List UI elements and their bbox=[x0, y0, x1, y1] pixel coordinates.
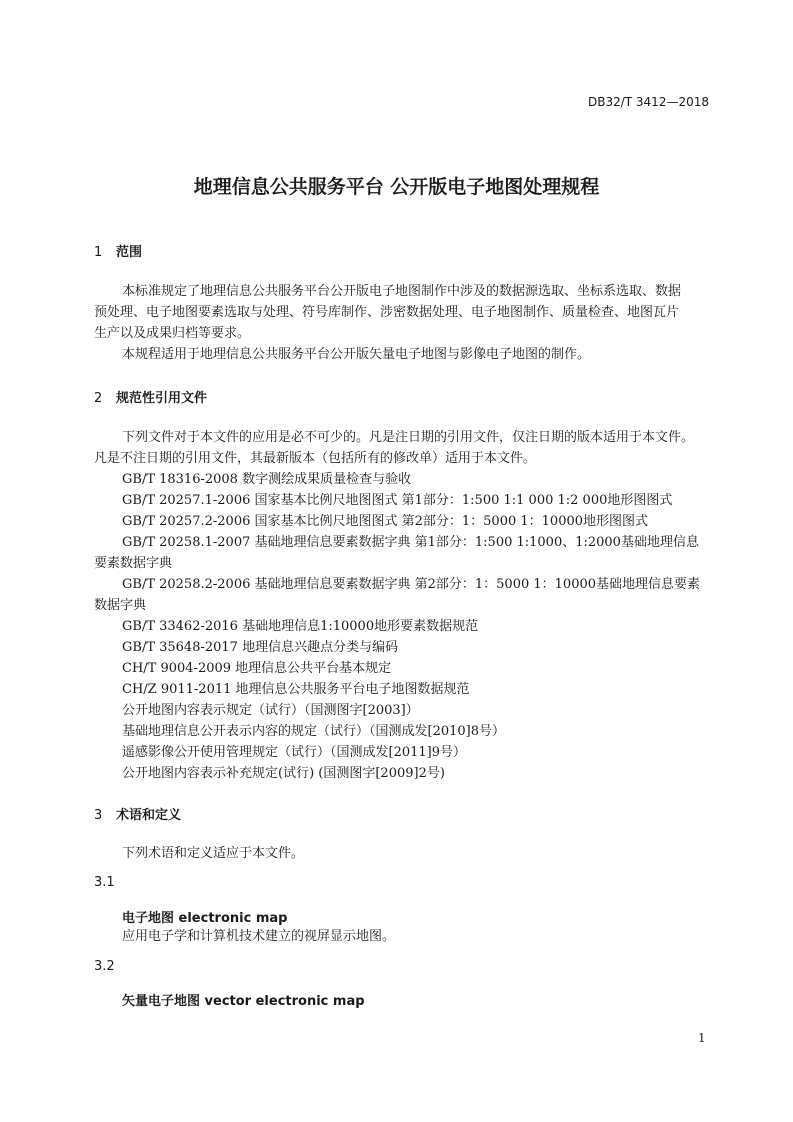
section-number: 3 bbox=[94, 808, 103, 823]
standard-code: DB32/T 3412—2018 bbox=[587, 95, 709, 109]
references-intro-line-2: 凡是不注日期的引用文件，其最新版本（包括所有的修改单）适用于本文件。 bbox=[94, 451, 537, 466]
reference-item: GB/T 20258.1-2007 基础地理信息要素数据字典 第1部分：1:500 1:1000、1:2000基础地理信息 bbox=[122, 535, 699, 550]
terms-intro: 下列术语和定义适应于本文件。 bbox=[122, 846, 305, 861]
section-number: 2 bbox=[94, 391, 103, 406]
scope-applicability: 本规程适用于地理信息公共服务平台公开版矢量电子地图与影像电子地图的制作。 bbox=[122, 347, 591, 362]
section-number: 1 bbox=[94, 245, 103, 260]
term-name: 电子地图 electronic map bbox=[122, 911, 288, 926]
reference-item: GB/T 20257.2-2006 国家基本比例尺地图图式 第2部分：1：5000 1：10000地形图图式 bbox=[122, 514, 649, 529]
reference-item: CH/Z 9011-2011 地理信息公共服务平台电子地图数据规范 bbox=[122, 682, 470, 697]
section-2-heading bbox=[94, 387, 207, 406]
reference-item-continuation: 要素数据字典 bbox=[94, 556, 173, 571]
clause-number: 3.1 bbox=[94, 875, 115, 890]
reference-item: GB/T 20257.1-2006 国家基本比例尺地图图式 第1部分：1:500 1:1 000 1:2 000地形图图式 bbox=[122, 493, 673, 508]
clause-number: 3.2 bbox=[94, 959, 115, 974]
reference-item-continuation: 数据字典 bbox=[94, 598, 147, 613]
section-3-heading bbox=[94, 804, 181, 823]
document-title: 地理信息公共服务平台 公开版电子地图处理规程 bbox=[193, 176, 600, 198]
section-title: 范围 bbox=[116, 245, 143, 260]
reference-item: 基础地理信息公开表示内容的规定（试行）（国测成发[2010]8号） bbox=[122, 724, 505, 739]
section-title: 规范性引用文件 bbox=[116, 391, 208, 406]
term-name: 矢量电子地图 vector electronic map bbox=[122, 994, 365, 1009]
section-1-heading bbox=[94, 241, 142, 260]
term-definition: 应用电子学和计算机技术建立的视屏显示地图。 bbox=[122, 929, 396, 944]
reference-item: GB/T 35648-2017 地理信息兴趣点分类与编码 bbox=[122, 640, 399, 655]
reference-item: GB/T 20258.2-2006 基础地理信息要素数据字典 第2部分：1：5000 1：10000基础地理信息要素 bbox=[122, 577, 701, 592]
reference-item: 遥感影像公开使用管理规定（试行）（国测成发[2011]9号） bbox=[122, 745, 466, 760]
reference-item: GB/T 33462-2016 基础地理信息1:10000地形要素数据规范 bbox=[122, 619, 479, 634]
section-title: 术语和定义 bbox=[116, 808, 182, 823]
scope-line-3: 生产以及成果归档等要求。 bbox=[94, 326, 251, 341]
reference-item: CH/T 9004-2009 地理信息公共平台基本规定 bbox=[122, 661, 392, 676]
scope-line-2: 预处理、电子地图要素选取与处理、符号库制作、涉密数据处理、电子地图制作、质量检查、地图瓦片 bbox=[94, 305, 680, 320]
reference-item: 公开地图内容表示补充规定(试行) (国测图字[2009]2号) bbox=[122, 766, 445, 781]
page-number: 1 bbox=[698, 1031, 706, 1045]
references-intro-line-1: 下列文件对于本文件的应用是必不可少的。凡是注日期的引用文件，仅注日期的版本适用于本文件。 bbox=[122, 430, 695, 445]
reference-item: GB/T 18316-2008 数字测绘成果质量检查与验收 bbox=[122, 472, 412, 487]
scope-line-1: 本标准规定了地理信息公共服务平台公开版电子地图制作中涉及的数据源选取、坐标系选取、数据 bbox=[122, 284, 682, 299]
reference-item: 公开地图内容表示规定（试行）（国测图字[2003]） bbox=[122, 703, 419, 718]
